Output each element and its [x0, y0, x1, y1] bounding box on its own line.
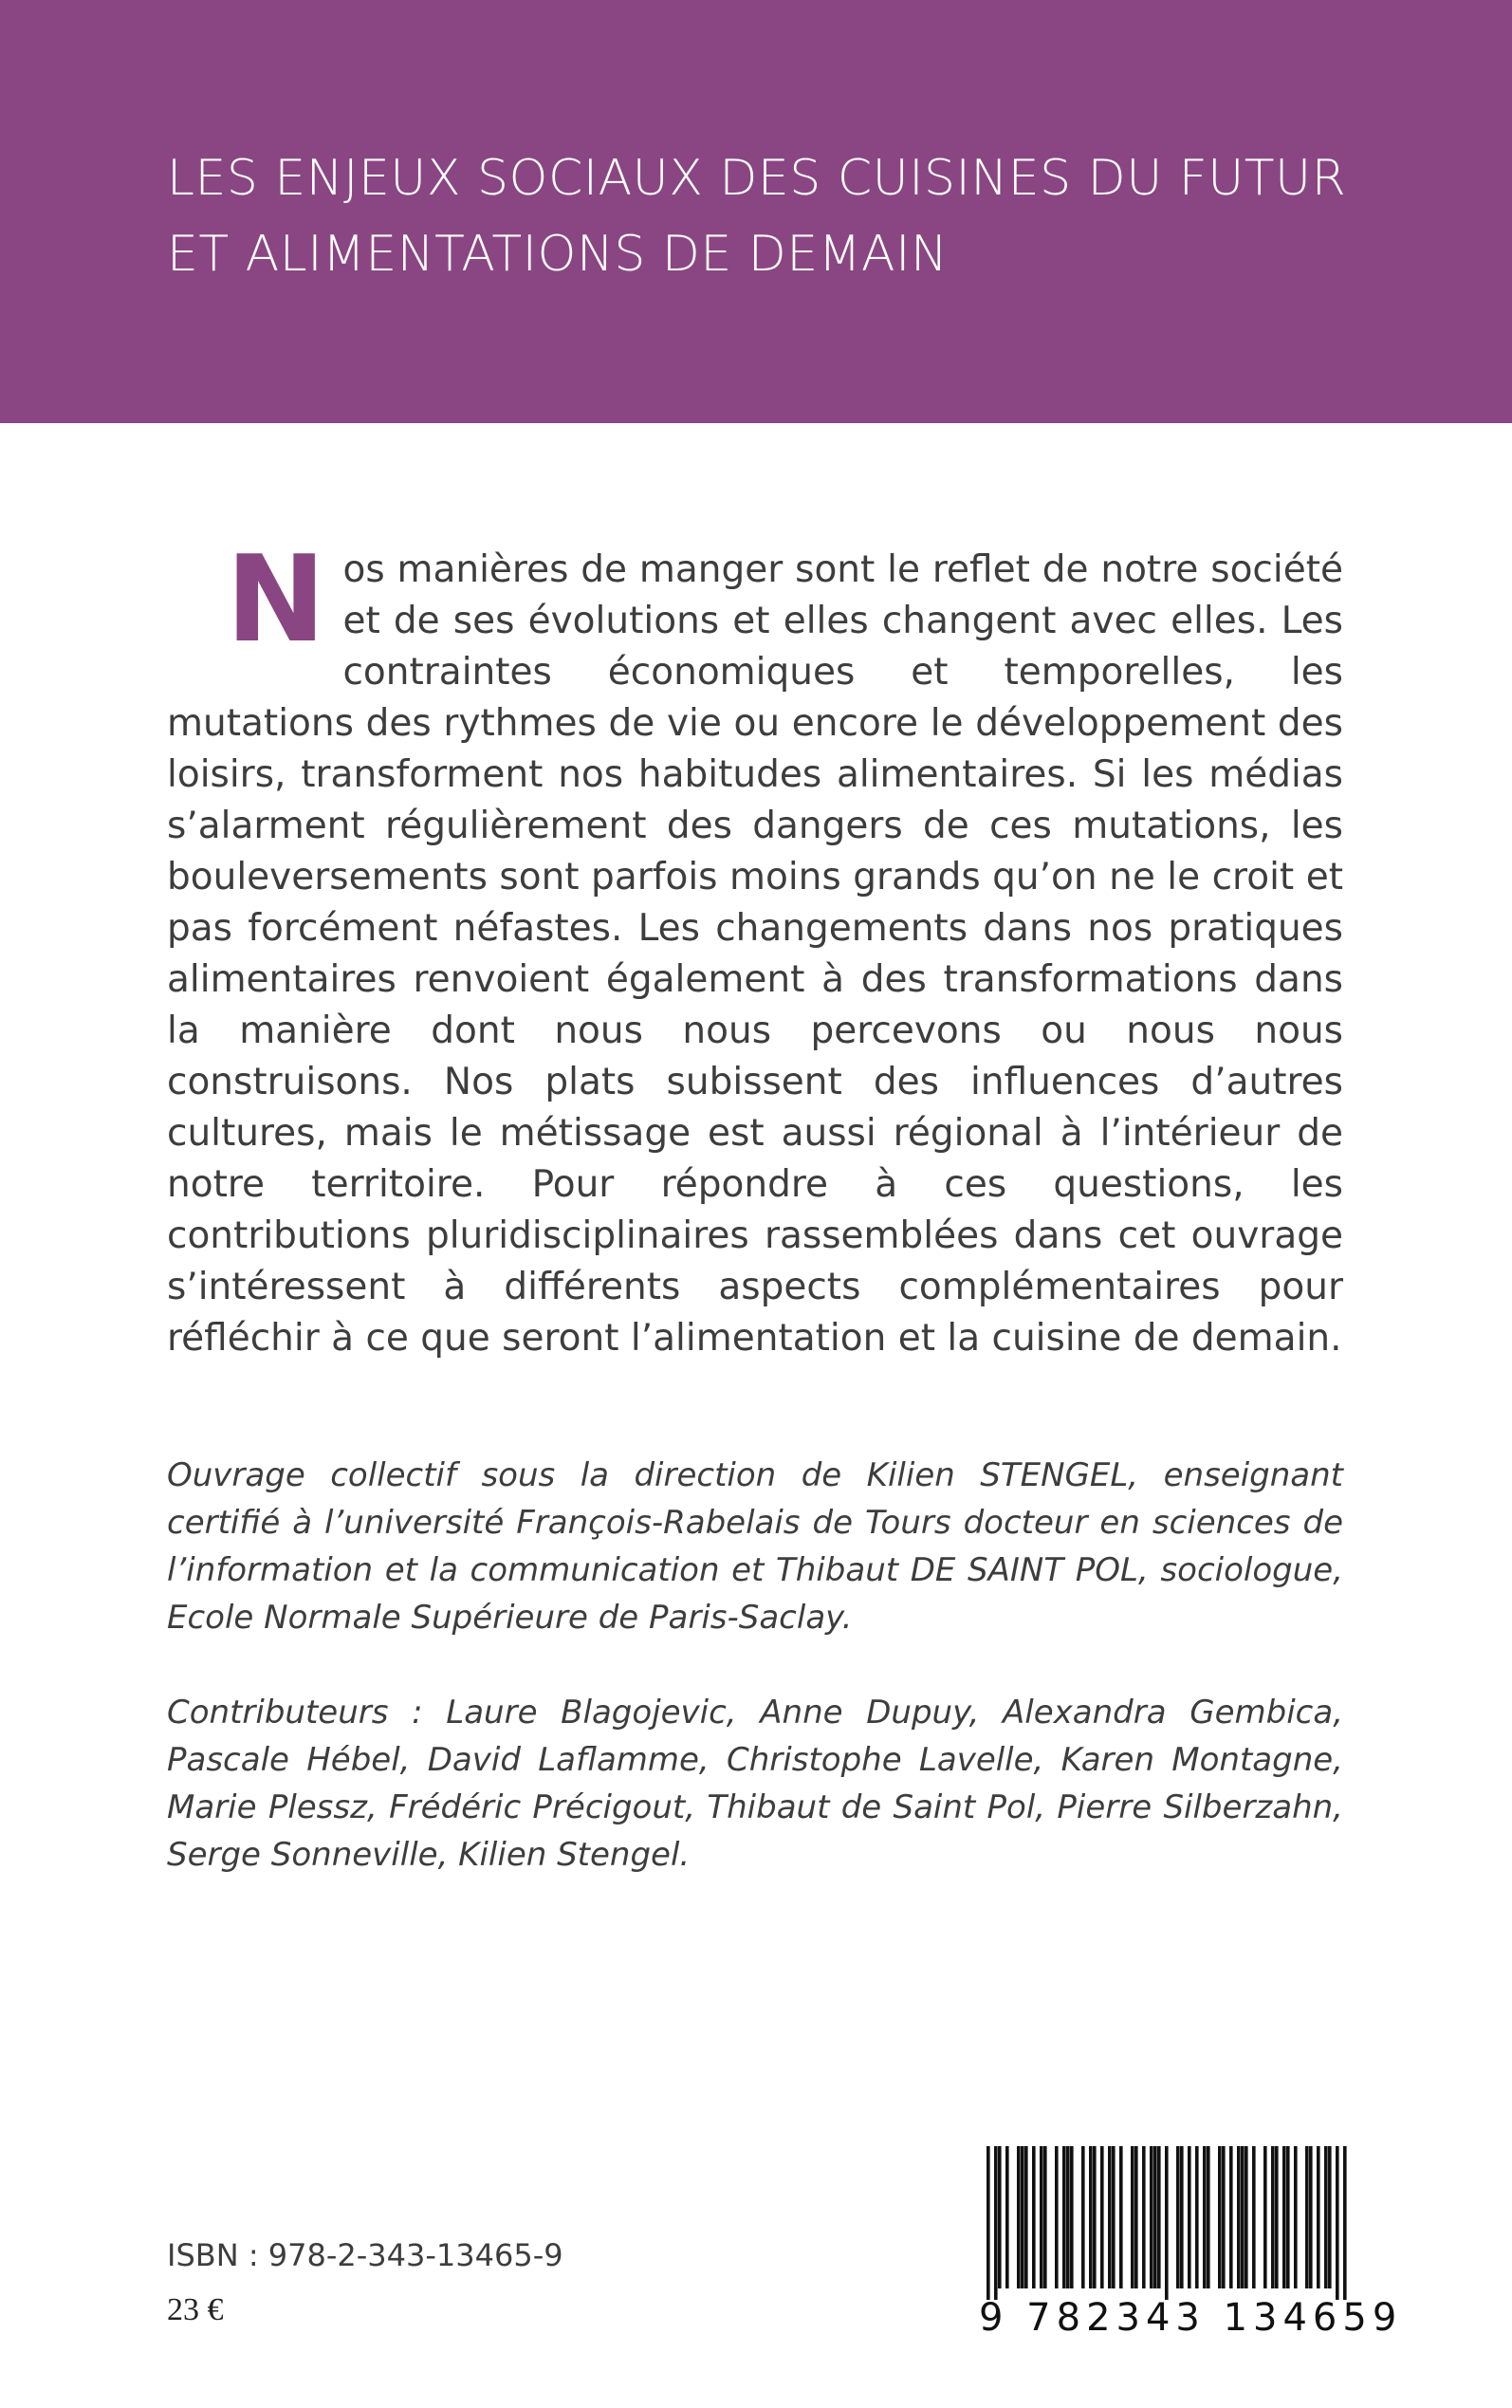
barcode-bar — [1150, 2146, 1153, 2288]
barcode-bar — [1112, 2146, 1116, 2288]
barcode-bar — [1100, 2146, 1104, 2288]
barcode-bar — [1237, 2146, 1241, 2288]
barcode-bar — [1180, 2146, 1184, 2288]
barcode-bar — [1222, 2146, 1226, 2288]
barcode-bar — [1165, 2146, 1169, 2300]
barcode-bar — [998, 2146, 1002, 2288]
barcode-bar — [1195, 2146, 1199, 2288]
barcode-bar — [1218, 2146, 1222, 2288]
barcode-bar — [1081, 2146, 1085, 2288]
barcode-bar — [986, 2146, 990, 2300]
barcode-bar — [1093, 2146, 1097, 2288]
barcode-bar — [1271, 2146, 1275, 2288]
title-line-1: LES ENJEUX SOCIAUX DES CUISINES DU FUTUR — [167, 150, 1347, 207]
title-line-2: ET ALIMENTATIONS DE DEMAIN — [167, 226, 949, 283]
book-title — [167, 140, 1400, 292]
barcode-bar — [1134, 2146, 1138, 2288]
barcode-bar — [1343, 2146, 1347, 2300]
barcode-bar — [994, 2146, 998, 2300]
barcode-bar — [1241, 2146, 1245, 2288]
barcode-bar — [1119, 2146, 1123, 2288]
barcode-digits: 9 782343 134659 — [979, 2296, 1403, 2340]
credits-direction: Ouvrage collectif sous la direction de Kilien STENGEL, enseignant certifié à l’université François-Rabelais de Tours docteur en sciences de l’information et la communication et Thibaut DE SAINT POL, sociologue, Ecole Normale Supérieure de Paris-Saclay. — [167, 1456, 1343, 1637]
barcode-bar — [1066, 2146, 1070, 2288]
barcode-bar — [1207, 2146, 1210, 2288]
barcode-bar — [1252, 2146, 1256, 2288]
barcode-bar — [1203, 2146, 1207, 2288]
barcode-bar — [1062, 2146, 1066, 2288]
barcode-bar — [1089, 2146, 1093, 2288]
barcode-bar — [1305, 2146, 1309, 2288]
barcode-bar — [1275, 2146, 1279, 2288]
barcode-bar — [1324, 2146, 1328, 2288]
barcode-bar — [1286, 2146, 1290, 2288]
barcode-bar — [1070, 2146, 1074, 2288]
barcode-bar — [1040, 2146, 1043, 2288]
barcode-bar — [1328, 2146, 1332, 2288]
summary-paragraph — [167, 529, 1343, 1364]
barcode-bar — [1153, 2146, 1157, 2288]
barcode-bar — [1021, 2146, 1024, 2288]
barcode-bar — [1017, 2146, 1021, 2288]
summary-text: os manières de manger sont le reflet de notre société et de ses évolutions et elles changent avec elles. Les contraintes économiques et temporelles, les mutations des rythmes de vie ou encore le développement des loisirs, transforment nos habitudes alimentaires. Si les médias s’alarment régulièrement des dangers de ces mutations, les bouleversements sont parfois moins grands qu’on ne le croit et pas forcément néfastes. Les changements dans nos pratiques alimentaires renvoient également à des transformations dans la manière dont nous nous percevons ou nous nous construisons. Nos plats subissent des influences d’autres cultures, mais le métissage est aussi régional à l’intérieur de notre territoire. Pour répondre à ces questions, les contributions pluridisciplinaires rassemblées dans cet ouvrage s’intéressent à différents aspects complémentaires pour réfléchir à ce que seront l’alimentation et la cuisine de demain. — [167, 548, 1343, 1360]
barcode-bar — [1043, 2146, 1047, 2288]
barcode-bar — [1142, 2146, 1146, 2288]
barcode-bar — [1176, 2146, 1180, 2288]
barcode-bar — [1131, 2146, 1134, 2288]
barcode-bar — [1309, 2146, 1313, 2288]
price-label: 23 € — [167, 2292, 224, 2327]
barcode-bar — [1229, 2146, 1233, 2288]
barcode — [986, 2146, 1347, 2300]
barcode-bar — [1317, 2146, 1320, 2288]
barcode-bar — [1188, 2146, 1191, 2288]
header-band — [0, 0, 1512, 423]
barcode-bar — [1336, 2146, 1339, 2300]
barcode-bar — [1005, 2146, 1009, 2288]
barcode-bar — [1108, 2146, 1112, 2288]
barcode-bar — [1157, 2146, 1161, 2288]
barcode-bar — [1055, 2146, 1059, 2288]
barcode-bar — [1294, 2146, 1298, 2288]
drop-cap: N — [226, 529, 326, 669]
credits-contributors: Contributeurs : Laure Blagojevic, Anne Dupuy, Alexandra Gembica, Pascale Hébel, David Laflamme, Christophe Lavelle, Karen Montagne, Marie Plessz, Frédéric Précigout, Thibaut de Saint Pol, Pierre Silberzahn, Serge Sonneville, Kilien Stengel. — [167, 1694, 1343, 1874]
barcode-bar — [1263, 2146, 1267, 2288]
isbn-label: ISBN : 978-2-343-13465-9 — [167, 2237, 563, 2273]
barcode-bar — [1032, 2146, 1036, 2288]
barcode-bar — [1282, 2146, 1286, 2288]
barcode-bar — [1245, 2146, 1248, 2288]
barcode-bar — [1024, 2146, 1028, 2288]
